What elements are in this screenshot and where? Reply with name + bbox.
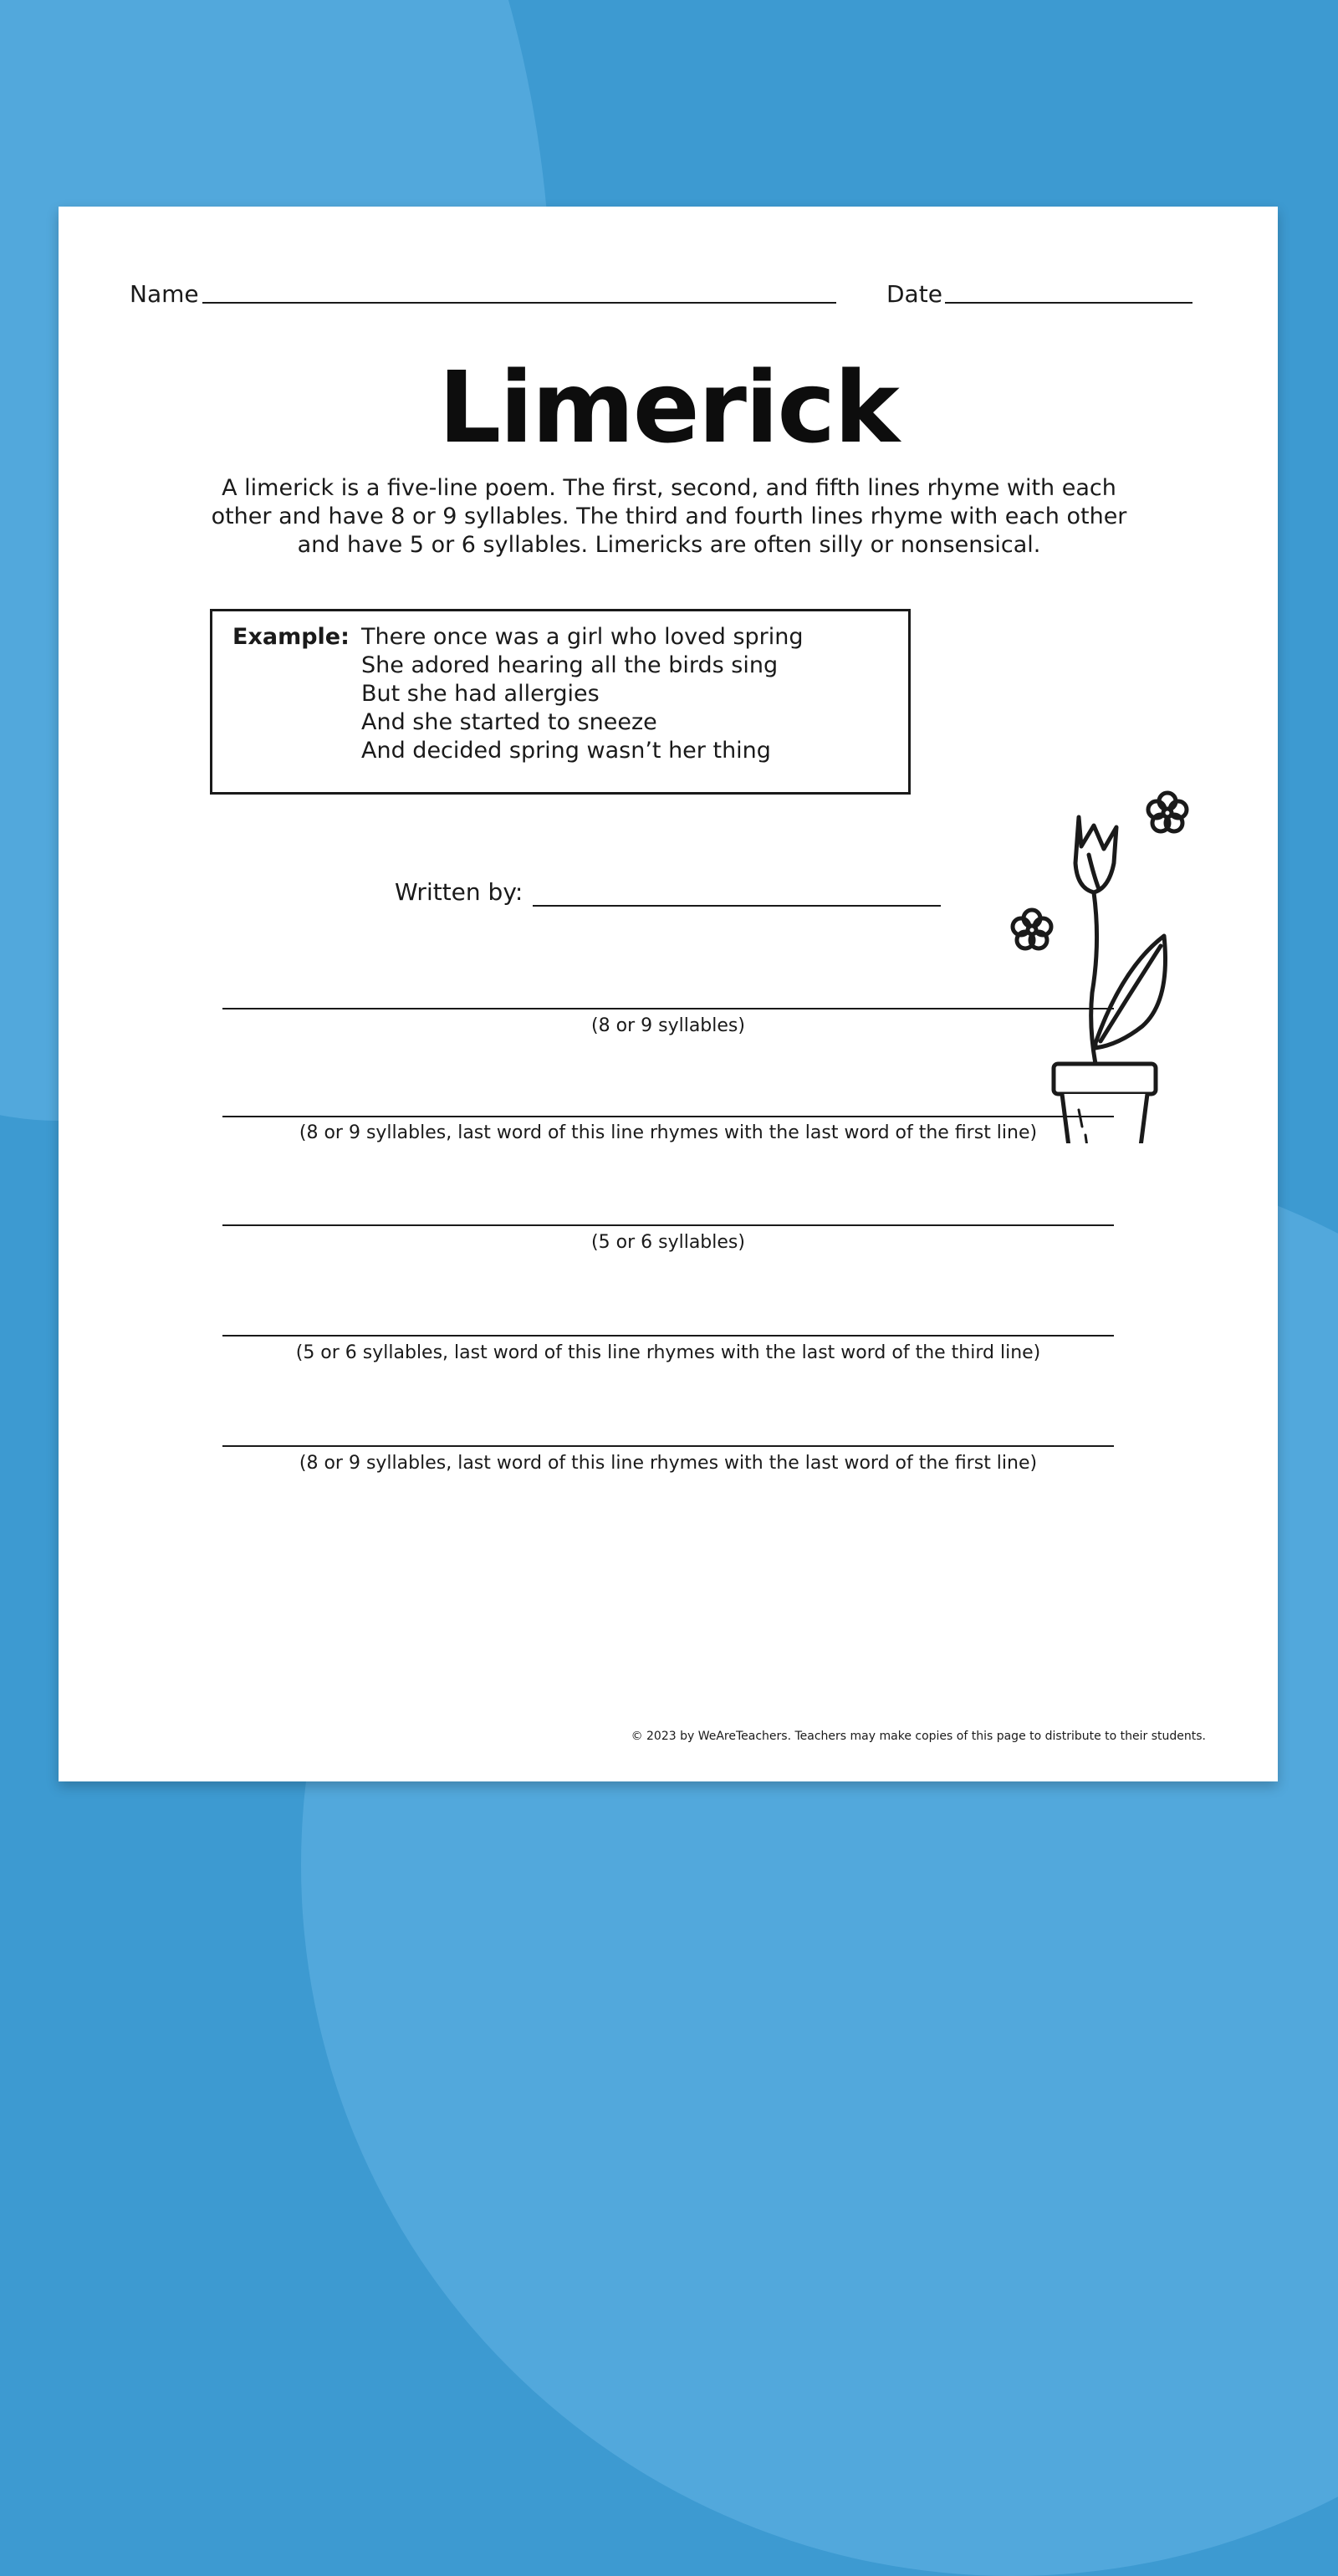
line-hint-1: (8 or 9 syllables) [591,1015,745,1036]
example-line-2: She adored hearing all the birds sing [361,652,779,678]
example-box [210,609,911,795]
example-line-1: There once was a girl who loved spring [361,624,804,650]
example-line-5: And decided spring wasn’t her thing [361,738,771,764]
poem-line-1[interactable] [222,1008,1114,1009]
date-line[interactable] [945,302,1192,304]
line-hint-4: (5 or 6 syllables, last word of this line rhymes with the last word of the third line) [295,1342,1041,1363]
poem-line-3[interactable] [222,1224,1114,1226]
line-hint-3: (5 or 6 syllables) [591,1232,745,1253]
line-hint-2: (8 or 9 syllables, last word of this line rhymes with the last word of the first line) [299,1122,1038,1143]
poem-line-4[interactable] [222,1335,1114,1337]
example-line-3: But she had allergies [361,681,600,707]
example-line-4: And she started to sneeze [361,709,657,735]
written-by-line[interactable] [533,905,941,907]
flower-doodle-left-icon [1013,910,1051,948]
example-poem [361,623,804,765]
potted-tulip-icon [945,575,1213,1143]
name-label: Name [130,280,199,308]
poem-line-2[interactable] [222,1116,1114,1117]
worksheet-page [59,207,1278,1781]
example-label: Example: [232,624,350,650]
line-hint-5: (8 or 9 syllables, last word of this line rhymes with the last word of the first line) [299,1453,1038,1474]
flower-doodle-top-icon [1148,793,1187,831]
intro-paragraph: A limerick is a five-line poem. The first, second, and fifth lines rhyme with each other and have 8 or 9 syllables. The third and fourth lines rhyme with each other and have 5 or 6 syllables. Limericks are often silly or nonsensical. [211,475,1127,558]
date-label: Date [886,280,942,308]
copyright-notice: © 2023 by WeAreTeachers. Teachers may make copies of this page to distribute to their students. [631,1730,1206,1743]
name-line[interactable] [202,302,836,304]
page-title: Limerick [438,350,898,465]
poem-line-5[interactable] [222,1445,1114,1447]
written-by-label: Written by: [395,878,523,906]
